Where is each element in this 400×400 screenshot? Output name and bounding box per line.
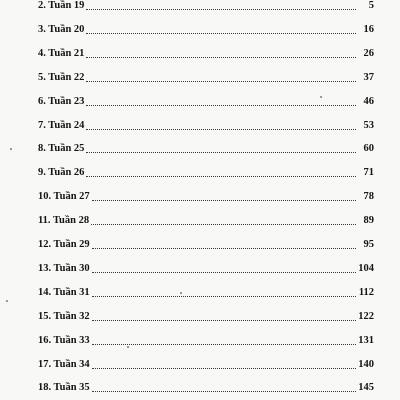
dot-leader [86, 176, 356, 177]
toc-entry[interactable] [38, 333, 374, 347]
toc-entry-page-number: 37 [363, 71, 374, 83]
dot-leader [86, 57, 356, 58]
toc-entry[interactable] [38, 213, 374, 227]
dot-leader [86, 33, 356, 34]
toc-entry-label: 13. Tuần 30 [38, 262, 90, 274]
toc-entry[interactable] [38, 118, 374, 132]
dot-leader [92, 200, 356, 201]
toc-entry-page-number: 122 [358, 310, 374, 322]
toc-entry-page-number: 131 [358, 334, 374, 346]
toc-entry-page-number: 60 [363, 143, 374, 155]
toc-entry-label: 3. Tuần 20 [38, 23, 85, 35]
toc-entry[interactable] [38, 165, 374, 179]
toc-entry-label: 15. Tuần 32 [38, 310, 90, 322]
toc-entry[interactable] [38, 357, 374, 371]
toc-entry[interactable] [38, 70, 374, 84]
toc-entry-label: 14. Tuần 31 [38, 286, 90, 298]
toc-entry[interactable] [38, 309, 374, 323]
toc-entry-label: 7. Tuần 24 [38, 119, 85, 131]
toc-entry-label: 16. Tuần 33 [38, 334, 90, 346]
dot-leader [92, 368, 356, 369]
toc-entry-page-number: 71 [363, 167, 374, 179]
scan-speck [320, 96, 322, 98]
toc-entry-label: 17. Tuần 34 [38, 358, 90, 370]
toc-entry-page-number: 16 [363, 23, 374, 35]
toc-entry-page-number: 5 [368, 0, 374, 11]
toc-entry-label: 2. Tuần 19 [38, 0, 85, 11]
toc-entry[interactable] [38, 141, 374, 155]
toc-entry[interactable] [38, 237, 374, 251]
toc-entry-label: 9. Tuần 26 [38, 167, 85, 179]
toc-entry-page-number: 145 [358, 382, 374, 394]
dot-leader [92, 344, 356, 345]
toc-entry-page-number: 95 [363, 239, 374, 250]
scan-speck [127, 346, 129, 348]
toc-entry[interactable] [38, 94, 374, 108]
toc-entry-label: 6. Tuần 23 [38, 95, 85, 107]
dot-leader [91, 224, 356, 225]
dot-leader [86, 129, 356, 130]
dot-leader [86, 152, 356, 153]
dot-leader [92, 272, 356, 273]
toc-entry-page-number: 78 [363, 191, 374, 203]
toc-entry[interactable] [38, 189, 374, 203]
toc-entry-page-number: 46 [363, 95, 374, 107]
dot-leader [86, 9, 356, 10]
toc-entry-page-number: 53 [363, 119, 374, 131]
toc-entry-label: 5. Tuần 22 [38, 71, 85, 83]
toc-entry[interactable] [38, 46, 374, 60]
toc-entry-label: 4. Tuần 21 [38, 47, 85, 59]
toc-entry[interactable] [38, 22, 374, 36]
toc-entry-page-number: 89 [363, 215, 374, 227]
dot-leader [86, 81, 356, 82]
toc-entry-page-number: 112 [358, 286, 374, 298]
toc-entry-page-number: 104 [358, 262, 374, 274]
dot-leader [92, 320, 356, 321]
toc-entry[interactable] [38, 0, 374, 12]
dot-leader [92, 296, 356, 297]
toc-entry-label: 12. Tuần 29 [38, 239, 90, 250]
dot-leader [86, 105, 356, 106]
toc-entry-page-number: 26 [363, 47, 374, 59]
toc-entry[interactable] [38, 285, 374, 299]
scan-speck [10, 148, 12, 150]
toc-entry-page-number: 140 [358, 358, 374, 370]
toc-entry[interactable] [38, 261, 374, 275]
dot-leader [92, 391, 356, 392]
toc-entry-label: 11. Tuần 28 [38, 215, 90, 227]
toc-entry-label: 10. Tuần 27 [38, 191, 90, 203]
scan-speck [180, 292, 182, 294]
dot-leader [92, 248, 356, 249]
toc-entry[interactable] [38, 380, 374, 394]
toc-entry-label: 8. Tuần 25 [38, 143, 85, 155]
toc-entry-label: 18. Tuần 35 [38, 382, 90, 394]
scan-speck [6, 300, 8, 302]
